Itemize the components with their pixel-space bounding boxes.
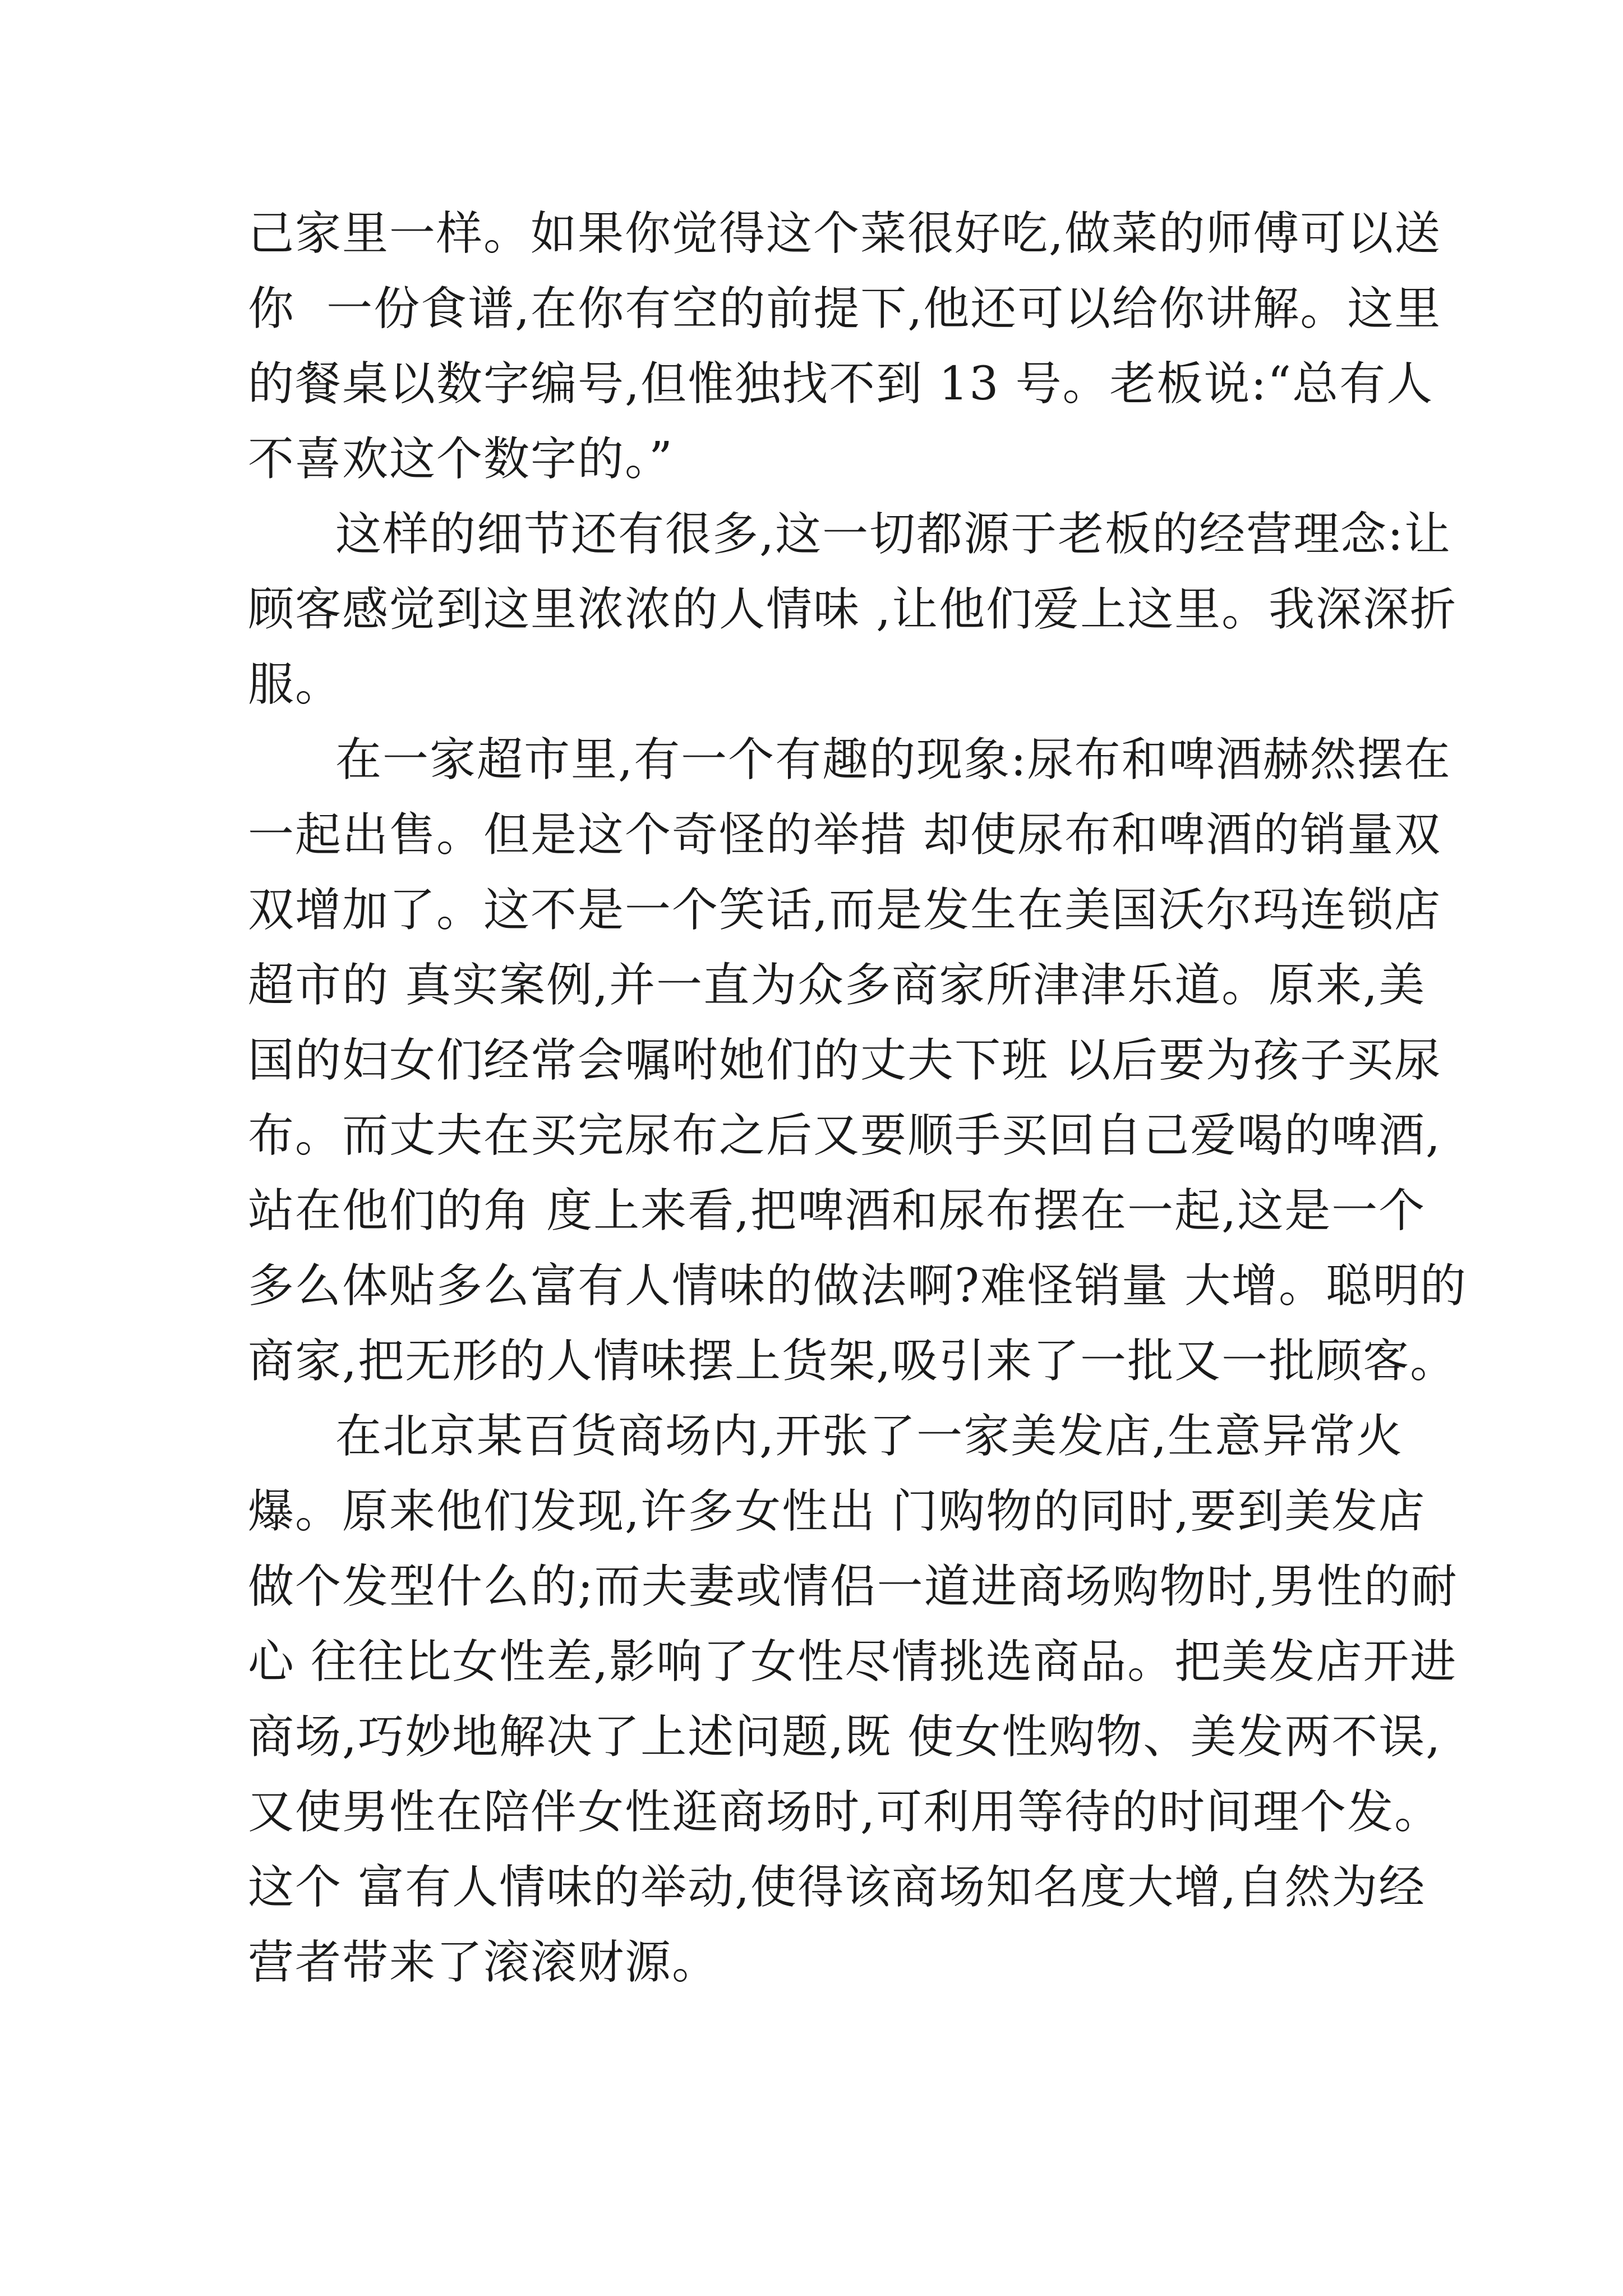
text-line: 心 往往比女性差,影响了女性尽情挑选商品。把美发店开进 <box>248 1635 1458 1688</box>
text-line: 商场,巧妙地解决了上述问题,既 使女性购物、美发两不误, <box>248 1710 1442 1764</box>
text-line: 爆。原来他们发现,许多女性出 门购物的同时,要到美发店 <box>248 1485 1426 1538</box>
text-line: 商家,把无形的人情味摆上货架,吸引来了一批又一批顾客。 <box>248 1335 1458 1388</box>
text-line: 超市的 真实案例,并一直为众多商家所津津乐道。原来,美 <box>248 959 1426 1012</box>
text-line: 做个发型什么的;而夫妻或情侣一道进商场购物时,男性的耐 <box>248 1560 1458 1613</box>
text-line: 布。而丈夫在买完尿布之后又要顺手买回自己爱喝的啤酒, <box>248 1109 1442 1162</box>
text-line: 一起出售。但是这个奇怪的举措 却使尿布和啤酒的销量双 <box>248 808 1442 862</box>
text-line: 服。 <box>248 658 343 711</box>
text-line: 双增加了。这不是一个笑话,而是发生在美国沃尔玛连锁店 <box>248 884 1442 937</box>
text-line: 顾客感觉到这里浓浓的人情味 ,让他们爱上这里。我深深折 <box>248 583 1458 636</box>
text-line: 这个 富有人情味的举动,使得该商场知名度大增,自然为经 <box>248 1861 1426 1914</box>
text-line: 己家里一样。如果你觉得这个菜很好吃,做菜的师傅可以送 <box>248 207 1442 260</box>
text-line: 又使男性在陪伴女性逛商场时,可利用等待的时间理个发。 <box>248 1786 1442 1839</box>
text-line: 站在他们的角 度上来看,把啤酒和尿布摆在一起,这是一个 <box>248 1184 1426 1237</box>
text-line: 的餐桌以数字编号,但惟独找不到 13 号。老板说:“总有人 <box>248 357 1434 411</box>
paragraph-start-line: 这样的细节还有很多,这一切都源于老板的经营理念:让 <box>335 508 1451 561</box>
text-line: 你 一份食谱,在你有空的前提下,他还可以给你讲解。这里 <box>248 282 1442 335</box>
text-line: 营者带来了滚滚财源。 <box>248 1936 720 1989</box>
document-body <box>248 196 1468 2000</box>
paragraph-start-line: 在一家超市里,有一个有趣的现象:尿布和啤酒赫然摆在 <box>335 733 1451 786</box>
paragraph-start-line: 在北京某百货商场内,开张了一家美发店,生意异常火 <box>335 1410 1404 1463</box>
text-line: 不喜欢这个数字的。” <box>248 432 674 486</box>
text-line: 多么体贴多么富有人情味的做法啊?难怪销量 大增。聪明的 <box>248 1259 1468 1313</box>
text-line: 国的妇女们经常会嘱咐她们的丈夫下班 以后要为孩子买尿 <box>248 1034 1442 1087</box>
